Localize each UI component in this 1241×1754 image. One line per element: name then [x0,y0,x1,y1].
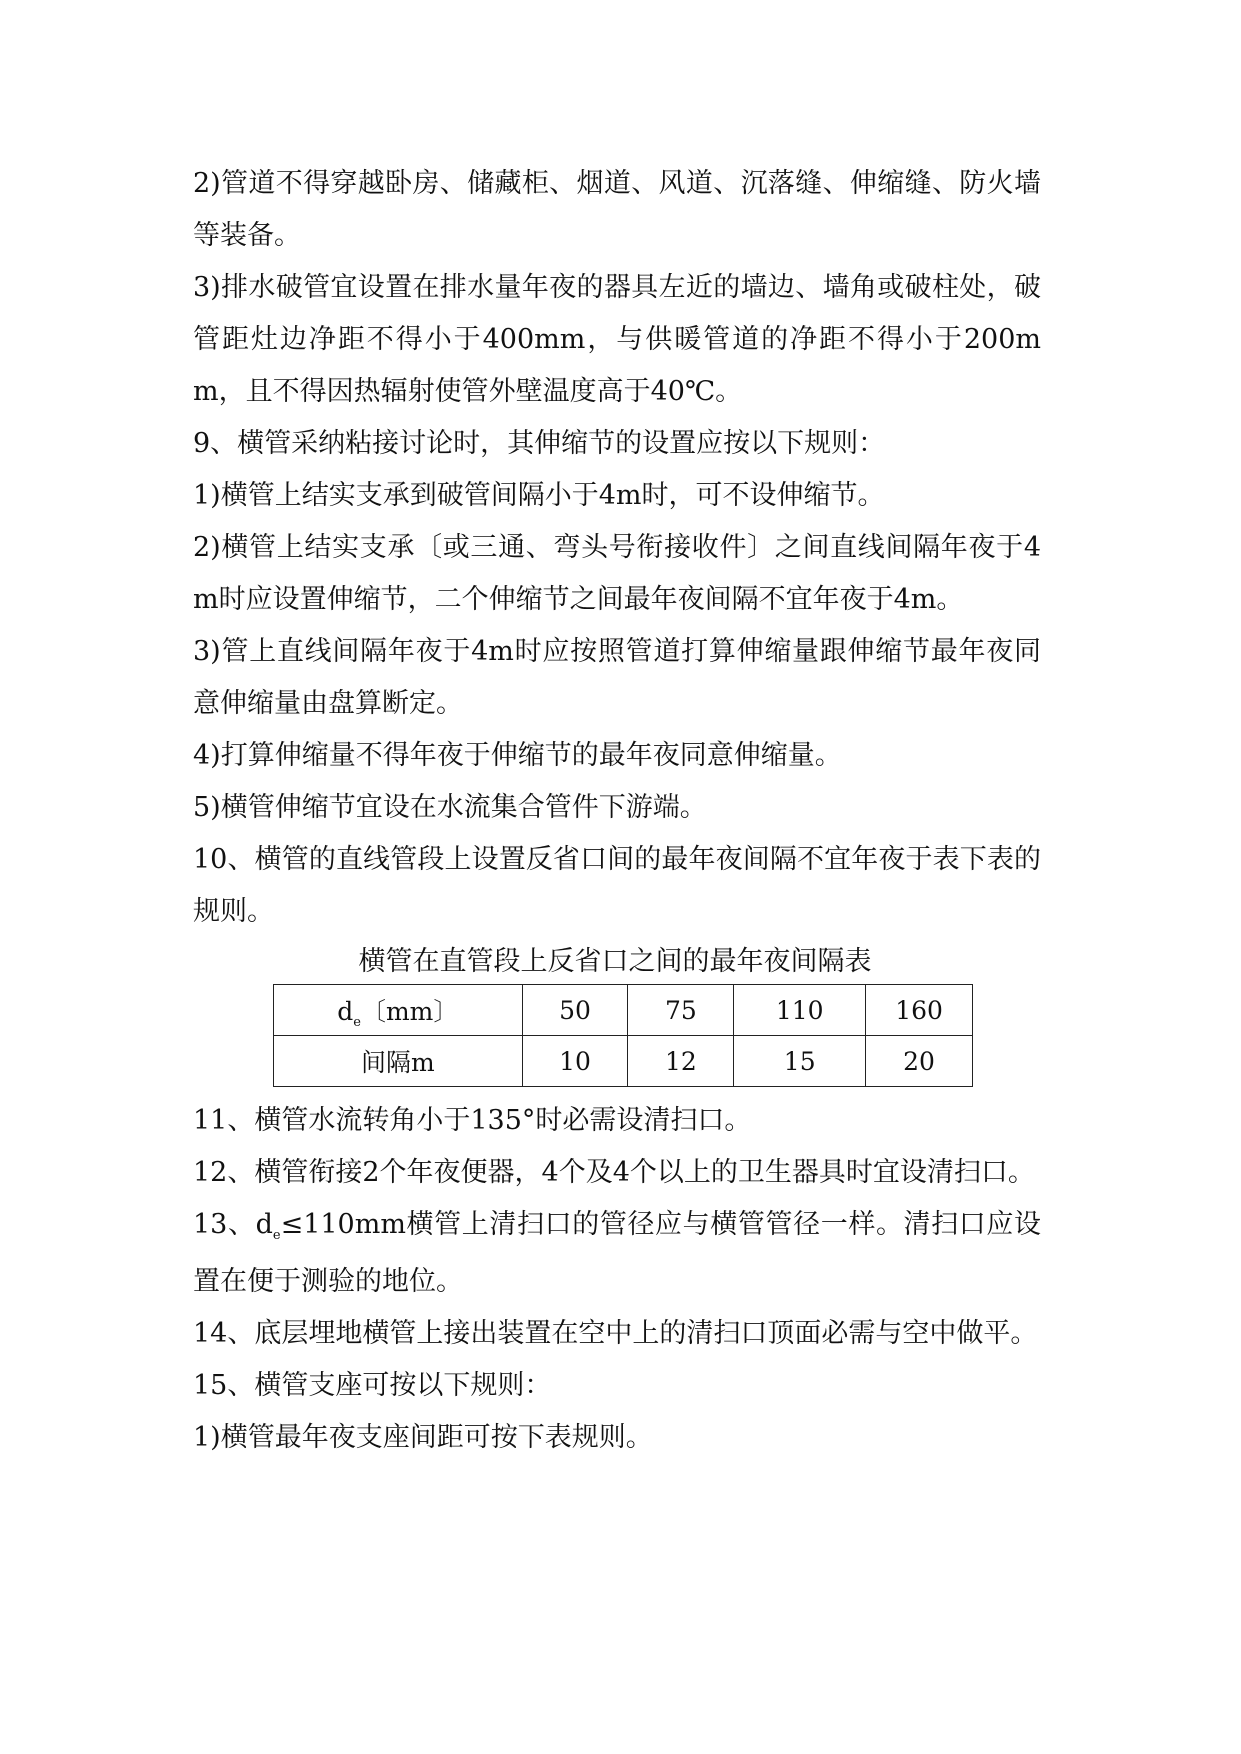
paragraph: 13、$d_e\le 110mm$横管上清扫口的管径应与横管管径一样。清扫口应设置在便于测验的地位。 [193,1209,1041,1297]
table-cell: 75 [628,985,734,1036]
table-cell: 160 [866,985,973,1036]
paragraph: 1)横管最年夜支座间距可按下表规则。 [193,1422,653,1453]
table-cell: 10 [522,1036,628,1087]
table-cell: 15 [734,1036,866,1087]
paragraph: 2)管道不得穿越卧房、储藏柜、烟道、风道、沉落缝、伸缩缝、防火墙等装备。 [193,168,1041,251]
paragraph: 5)横管伸缩节宜设在水流集合管件下游端。 [193,792,707,823]
table-header-cell: 间隔m [274,1036,523,1087]
table-cell: 12 [628,1036,734,1087]
paragraph: 11、横管水流转角小于135°时必需设清扫口。 [193,1105,752,1136]
paragraph: 4)打算伸缩量不得年夜于伸缩节的最年夜同意伸缩量。 [193,740,842,771]
paragraph: 12、横管衔接2个年夜便器，4个及4个以上的卫生器具时宜设清扫口。 [193,1157,1035,1188]
table-cell: 110 [734,985,866,1036]
table-caption: 横管在直管段上反省口之间的最年夜间隔表 [358,946,872,977]
paragraph: 9、横管采纳粘接讨论时，其伸缩节的设置应按以下规则： [193,428,886,459]
table-row [274,1036,973,1087]
paragraph: 10、横管的直线管段上设置反省口间的最年夜间隔不宜年夜于表下表的规则。 [193,844,1041,927]
table-header-cell: $d_e$〔mm〕 [274,985,523,1036]
paragraph: 1)横管上结实支承到破管间隔小于4m时，可不设伸缩节。 [193,480,885,511]
table-cell: 20 [866,1036,973,1087]
table-row [274,985,973,1036]
inspection-spacing-table [273,984,973,1087]
paragraph: 14、底层埋地横管上接出装置在空中上的清扫口顶面必需与空中做平。 [193,1318,1038,1349]
paragraph: 15、横管支座可按以下规则： [193,1370,552,1401]
paragraph: 3)管上直线间隔年夜于4m时应按照管道打算伸缩量跟伸缩节最年夜同意伸缩量由盘算断定。 [193,636,1041,719]
table-cell: 50 [522,985,628,1036]
paragraph: 2)横管上结实支承〔或三通、弯头号衔接收件〕之间直线间隔年夜于4m时应设置伸缩节，二个伸缩节之间最年夜间隔不宜年夜于4m。 [193,532,1041,615]
document-body [193,158,1041,1464]
paragraph: 3)排水破管宜设置在排水量年夜的器具左近的墙边、墙角或破柱处，破管距灶边净距不得小于400mm，与供暖管道的净距不得小于200mm，且不得因热辐射使管外壁温度高于40℃。 [193,272,1041,407]
